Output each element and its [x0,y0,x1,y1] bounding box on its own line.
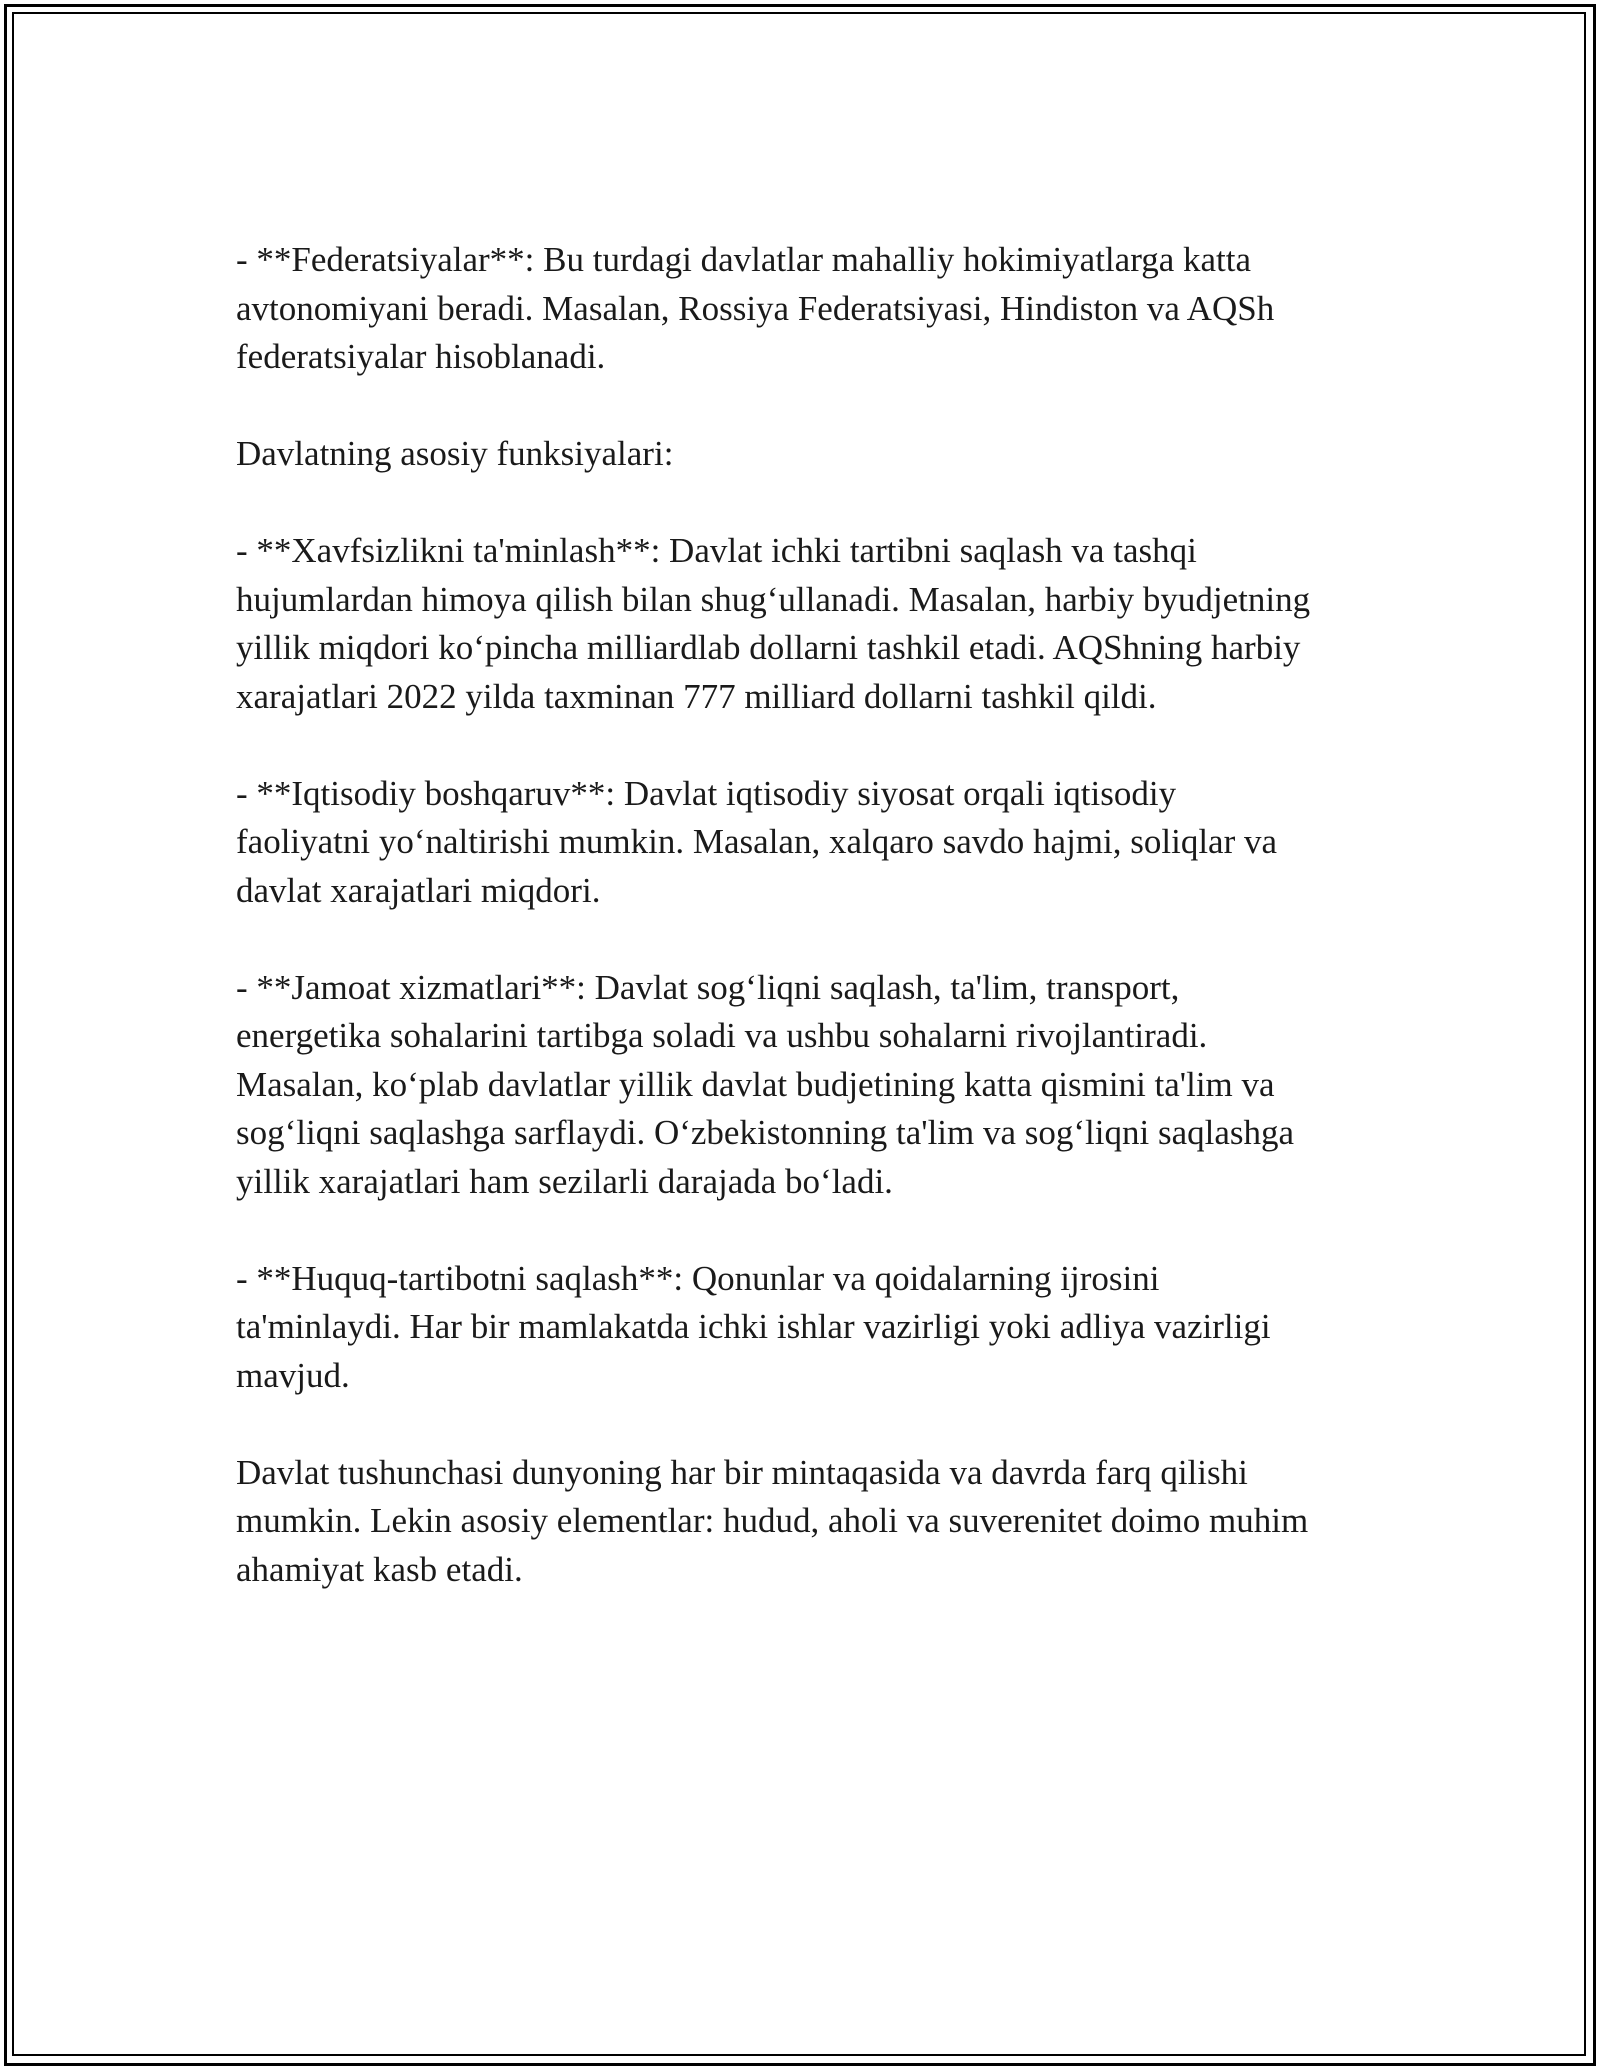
paragraph-huquq-tartibot: - **Huquq-tartibotni saqlash**: Qonunlar va qoidalarning ijrosini ta'minlaydi. Har bir mamlakatda ichki ishlar vazirligi yoki adliya vazirligi mavjud. [236,1258,1271,1395]
paragraph-conclusion: Davlat tushunchasi dunyoning har bir mintaqasida va davrda farq qilishi mumkin. Lekin asosiy elementlar: hudud, aholi va suverenitet doimo muhim ahamiyat kasb etadi. [236,1452,1309,1589]
paragraph-jamoat-xizmatlari: - **Jamoat xizmatlari**: Davlat sog‘liqni saqlash, ta'lim, transport, energetika sohalarini tartibga soladi va ushbu sohalarni rivojlantiradi. Masalan, ko‘plab davlatlar yillik davlat budjetining katta qismini ta'lim va sog‘liqni saqlashga sarflaydi. O‘zbekistonning ta'lim va sog‘liqni saqlashga yillik xarajatlari ham sezilarli darajada bo‘ladi. [236,967,1295,1201]
paragraph-xavfsizlik: - **Xavfsizlikni ta'minlash**: Davlat ichki tartibni saqlash va tashqi hujumlardan himoya qilish bilan shug‘ullanadi. Masalan, harbiy byudjetning yillik miqdori ko‘pincha milliardlab dollarni tashkil etadi. AQShning harbiy xarajatlari 2022 yilda taxminan 777 milliard dollarni tashkil qildi. [236,531,1311,716]
paragraph-iqtisodiy-boshqaruv: - **Iqtisodiy boshqaruv**: Davlat iqtisodiy siyosat orqali iqtisodiy faoliyatni yo‘naltirishi mumkin. Masalan, xalqaro savdo hajmi, soliqlar va davlat xarajatlari miqdori. [236,773,1278,910]
document-body [236,236,1386,1643]
paragraph-functions-heading: Davlatning asosiy funksiyalari: [236,434,674,473]
paragraph-federatsiyalar: - **Federatsiyalar**: Bu turdagi davlatlar mahalliy hokimiyatlarga katta avtonomiyani beradi. Masalan, Rossiya Federatsiyasi, Hindiston va AQSh federatsiyalar hisoblanadi. [236,240,1275,376]
